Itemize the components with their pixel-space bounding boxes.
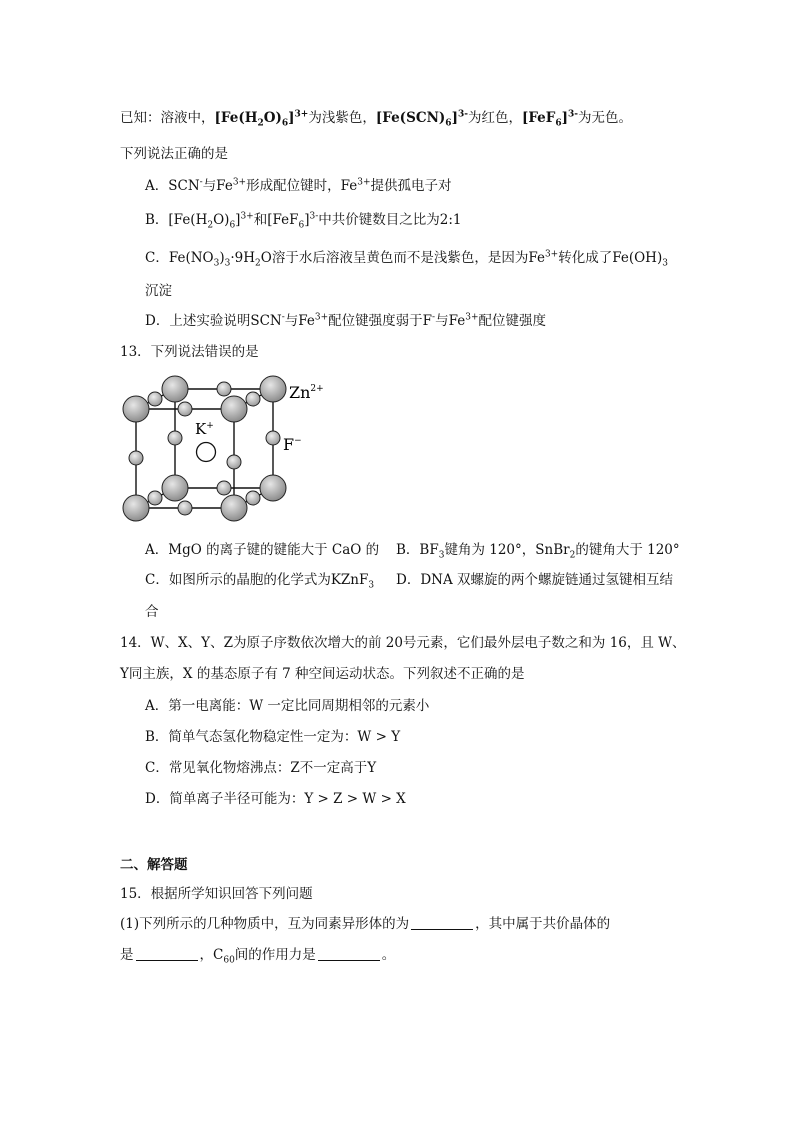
q14-stem-line2: Y同主族，X 的基态原子有 7 种空间运动状态。下列叙述不正确的是: [120, 666, 525, 682]
zn-ion: [162, 475, 188, 501]
answer-blank[interactable]: [318, 946, 380, 961]
answer-blank[interactable]: [136, 946, 198, 961]
label-f: F−: [283, 435, 302, 454]
f-ion: [227, 455, 241, 469]
q12-option-a: A．SCN-与$Fe^{3+}$形成配位键时，$Fe^{3+}$提供孤电子对: [145, 177, 452, 194]
q15-part1-line2: 是 ，$C_{60}$间的作用力是 。: [120, 947, 396, 966]
q13-stem: 13．下列说法错误的是: [120, 344, 259, 360]
f-ion: [266, 431, 280, 445]
label-k: K+: [195, 420, 214, 438]
k-ion: [197, 443, 216, 462]
f-ion: [178, 402, 192, 416]
q12-option-b: B．$[Fe(H_2O)_6]^{3+}$和$[FeF_6]^{3-}$中共价键数目之比为2:1: [145, 211, 462, 231]
formula-fe-h2o: $[Fe(H_2O)_6]^{3+}$: [214, 109, 309, 129]
f-ion: [246, 392, 260, 406]
q14-option-c: C．常见氧化物熔沸点：Z不一定高于Y: [145, 760, 377, 776]
q13-option-d-cont: 合: [145, 604, 159, 620]
q13-option-c: C．如图所示的晶胞的化学式为KZnF$_3$: [145, 572, 375, 591]
zn-ion: [221, 396, 247, 422]
f-ion: [246, 491, 260, 505]
section-title: 二、解答题: [120, 857, 188, 873]
q12-option-c-cont: 沉淀: [145, 283, 172, 299]
intro-text: 为红色，: [467, 110, 522, 126]
q14-option-a: A．第一电离能：W 一定比同周期相邻的元素小: [145, 698, 430, 714]
zn-ion: [123, 495, 149, 521]
f-ion: [178, 501, 192, 515]
zn-ion: [260, 475, 286, 501]
f-ion: [148, 392, 162, 406]
label-zn: $Zn^{2+}$: [289, 383, 324, 402]
q14-option-b: B．简单气态氢化物稳定性一定为：W > Y: [145, 729, 401, 745]
intro-text: 为无色。: [578, 110, 633, 126]
q13-option-d: D．DNA 双螺旋的两个螺旋链通过氢键相互结: [396, 572, 673, 588]
f-ion: [217, 382, 231, 396]
intro-text: 为浅紫色，: [308, 110, 376, 126]
q12-option-d: D．上述实验说明SCN-与$Fe^{3+}$配位键强度弱于F-与$Fe^{3+}$配位键强度: [145, 312, 546, 329]
intro-line: [120, 109, 632, 127]
q13-option-b: B．$BF_3$键角为 120°，SnBr$_2$的键角大于 120°: [396, 542, 680, 561]
q14-stem-line1: 14．W、X、Y、Z为原子序数依次增大的前 20号元素，它们最外层电子数之和为 16，且 W、: [120, 635, 686, 651]
formula-fe-scn: $[Fe(SCN)_6]^{3-}$: [375, 109, 468, 129]
zn-ion: [162, 376, 188, 402]
q12-option-c: C．$Fe(NO_3)_3\cdot 9H_2O$溶于水后溶液呈黄色而不是浅紫色，是因为$Fe^{3+}$转化成了$Fe(OH)_3$: [145, 249, 668, 269]
f-ion: [148, 491, 162, 505]
q12-stem: 下列说法正确的是: [120, 146, 228, 162]
f-ion: [129, 451, 143, 465]
zn-ion: [260, 376, 286, 402]
q14-option-d: D．简单离子半径可能为：Y > Z > W > X: [145, 791, 406, 807]
answer-blank[interactable]: [411, 915, 473, 930]
q15-stem: 15．根据所学知识回答下列问题: [120, 886, 313, 902]
q15-part1-line1: (1)下列所示的几种物质中，互为同素异形体的为 ，其中属于共价晶体的: [120, 916, 611, 932]
zn-ion: [221, 495, 247, 521]
formula-fef6: $[FeF_6]^{3-}$: [521, 109, 579, 129]
zn-ion: [123, 396, 149, 422]
f-ion: [168, 431, 182, 445]
intro-text: 已知：溶液中，: [120, 110, 215, 126]
crystal-cell-figure: [117, 372, 337, 522]
q13-option-a: A．MgO 的离子键的键能大于 CaO 的: [145, 542, 380, 558]
f-ion: [217, 481, 231, 495]
